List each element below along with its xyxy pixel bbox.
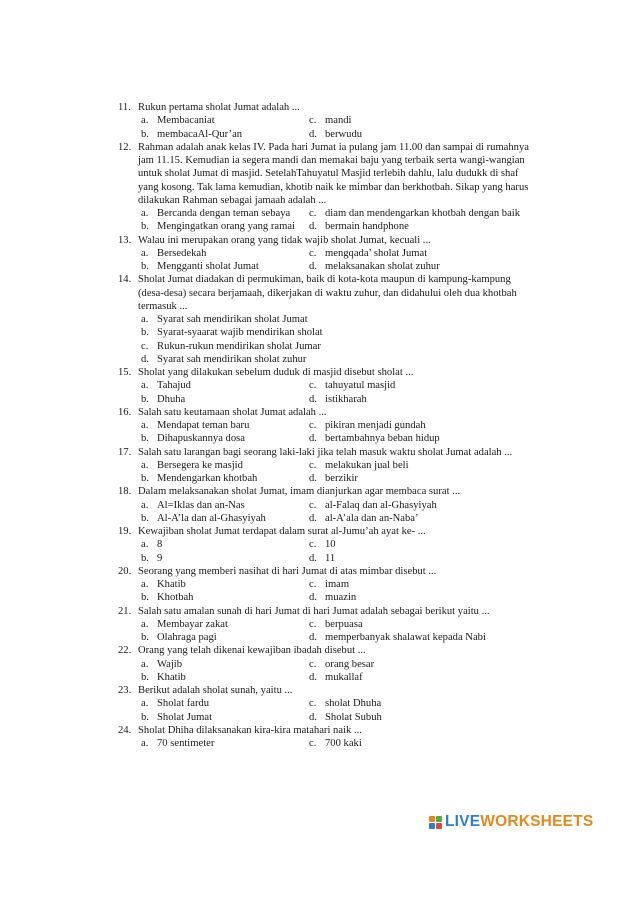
answer-option[interactable] bbox=[309, 393, 367, 406]
option-row bbox=[141, 737, 530, 750]
option-row bbox=[141, 552, 530, 565]
option-text: Tahajud bbox=[157, 380, 191, 392]
answer-option[interactable] bbox=[309, 578, 349, 591]
option-letter: d. bbox=[309, 711, 317, 723]
option-letter: d. bbox=[141, 353, 149, 365]
logo-square bbox=[436, 816, 442, 822]
option-text: 11 bbox=[325, 552, 336, 564]
answer-option[interactable] bbox=[141, 499, 309, 512]
answer-option[interactable] bbox=[141, 578, 309, 591]
option-row bbox=[141, 459, 530, 472]
answer-option[interactable] bbox=[309, 711, 382, 724]
option-text: pikiran menjadi gundah bbox=[325, 420, 426, 431]
answer-option[interactable] bbox=[141, 207, 309, 220]
option-letter: a. bbox=[141, 420, 149, 431]
option-letter: d. bbox=[309, 221, 317, 233]
question-item bbox=[118, 234, 530, 274]
question-item bbox=[118, 446, 530, 486]
option-letter: c. bbox=[309, 539, 317, 551]
question-item bbox=[118, 684, 530, 724]
answer-option[interactable] bbox=[141, 260, 309, 273]
option-letter: a. bbox=[141, 380, 149, 392]
option-letter: b. bbox=[141, 327, 149, 339]
answer-option[interactable] bbox=[141, 379, 309, 392]
question-sheet bbox=[118, 101, 530, 750]
answer-option[interactable] bbox=[309, 631, 486, 644]
logo-square bbox=[429, 816, 435, 822]
answer-option[interactable] bbox=[141, 326, 530, 339]
option-text: bermain handphone bbox=[325, 221, 409, 233]
answer-option[interactable] bbox=[309, 247, 427, 260]
option-letter: a. bbox=[141, 579, 149, 590]
question-number: 11. bbox=[118, 102, 131, 113]
answer-option[interactable] bbox=[309, 220, 409, 233]
answer-option[interactable] bbox=[309, 207, 520, 220]
answer-option[interactable] bbox=[309, 260, 440, 273]
logo-worksheets-text: WORKSHEETS bbox=[480, 813, 594, 830]
option-letter: b. bbox=[141, 711, 149, 723]
option-text: Dhuha bbox=[157, 393, 186, 405]
logo-live-text: LIVE bbox=[445, 813, 481, 830]
answer-option[interactable] bbox=[309, 697, 381, 710]
question-item bbox=[118, 273, 530, 366]
option-letter: a. bbox=[141, 459, 149, 471]
option-letter: b. bbox=[141, 261, 149, 272]
option-text: Syarat sah mendirikan sholat zuhur bbox=[157, 353, 307, 365]
option-row bbox=[141, 671, 530, 684]
option-text: istikharah bbox=[325, 393, 367, 405]
answer-option[interactable] bbox=[309, 658, 374, 671]
answer-option[interactable] bbox=[141, 114, 309, 127]
question-item bbox=[118, 141, 530, 234]
answer-option[interactable] bbox=[141, 711, 309, 724]
question-text: Rahman adalah anak kelas IV. Pada hari Jumat ia pulang jam 11.00 dan sampai di rumahnya jam 11.15. Kemudian ia segera mandi dan memakai baju yang terbaik serta wangi-wangian untuk sholat Jumat di masjid. SetelahTahuyatul Masjid terlebih dahlu, lalu dudukk di shaf yang kosong. Tak lama kemudian, khotib naik ke mimbar dan berkhotbah. Sikap yang harus dilakukan Rahman sebagai jamaah adalah ... bbox=[138, 141, 529, 206]
question-text: Sholat Dhiha dilaksanakan kira-kira matahari naik ... bbox=[138, 724, 362, 736]
answer-option[interactable] bbox=[141, 671, 309, 684]
question-text: Kewajiban sholat Jumat terdapat dalam surat al-Jumu’ah ayat ke- ... bbox=[138, 526, 426, 537]
option-row bbox=[141, 618, 530, 631]
answer-options bbox=[138, 658, 530, 685]
option-letter: b. bbox=[141, 221, 149, 233]
question-number: 13. bbox=[118, 234, 132, 246]
option-text: mukallaf bbox=[325, 671, 363, 683]
option-letter: d. bbox=[309, 552, 317, 564]
option-letter: b. bbox=[141, 433, 149, 445]
option-letter: d. bbox=[309, 393, 317, 405]
option-letter: c. bbox=[309, 420, 317, 431]
answer-option[interactable] bbox=[141, 220, 309, 233]
answer-option[interactable] bbox=[309, 538, 336, 551]
question-text: Salah satu keutamaan sholat Jumat adalah ... bbox=[138, 406, 327, 418]
option-letter: a. bbox=[141, 208, 149, 219]
answer-option[interactable] bbox=[141, 512, 309, 525]
answer-option[interactable] bbox=[309, 737, 362, 750]
answer-option[interactable] bbox=[309, 671, 363, 684]
liveworksheets-grid-icon bbox=[429, 816, 442, 829]
answer-option[interactable] bbox=[141, 472, 309, 485]
question-text: Salah satu amalan sunah di hari Jumat di hari Jumat adalah sebagai berikut yaitu ... bbox=[138, 605, 490, 617]
option-row bbox=[141, 207, 530, 220]
option-row bbox=[141, 538, 530, 551]
question-number: 19. bbox=[118, 526, 132, 537]
option-row bbox=[141, 472, 530, 485]
option-row bbox=[141, 379, 530, 392]
option-letter: c. bbox=[309, 208, 317, 219]
question-number: 17. bbox=[118, 446, 132, 458]
answer-options bbox=[138, 419, 530, 446]
option-letter: c. bbox=[309, 247, 317, 259]
option-row bbox=[141, 393, 530, 406]
option-row bbox=[141, 631, 530, 644]
option-letter: c. bbox=[141, 340, 149, 352]
option-letter: a. bbox=[141, 618, 149, 630]
question-number: 24. bbox=[118, 724, 132, 736]
question-text: Berikut adalah sholat sunah, yaitu ... bbox=[138, 685, 293, 696]
option-row bbox=[141, 512, 530, 525]
question-text: Walau ini merupakan orang yang tidak wajib sholat Jumat, kecuali ... bbox=[138, 234, 431, 246]
option-text: berzikir bbox=[325, 473, 358, 484]
question-number: 15. bbox=[118, 367, 132, 378]
option-text: 9 bbox=[157, 552, 163, 564]
option-text: diam dan mendengarkan khotbah dengan baik bbox=[325, 208, 521, 219]
answer-option[interactable] bbox=[309, 552, 335, 565]
option-text: Membayar zakat bbox=[157, 618, 228, 630]
option-letter: d. bbox=[309, 473, 317, 484]
option-letter: b. bbox=[141, 473, 149, 484]
option-letter: b. bbox=[141, 128, 149, 140]
answer-option[interactable] bbox=[141, 313, 530, 326]
option-text: Syarat sah mendirikan sholat Jumat bbox=[157, 314, 308, 325]
option-letter: a. bbox=[141, 247, 149, 259]
logo-square bbox=[436, 823, 442, 829]
question-number: 21. bbox=[118, 605, 132, 617]
option-row bbox=[141, 578, 530, 591]
option-text: Sholat Subuh bbox=[325, 711, 382, 723]
option-letter: d. bbox=[309, 592, 317, 604]
option-text: Bersegera ke masjid bbox=[157, 459, 243, 471]
answer-option[interactable] bbox=[141, 658, 309, 671]
option-text: Mendapat teman baru bbox=[157, 420, 250, 431]
answer-option[interactable] bbox=[141, 591, 309, 604]
question-text: Seorang yang memberi nasihat di hari Jumat di atas mimbar disebut ... bbox=[138, 565, 437, 577]
question-text: Salah satu larangan bagi seorang laki-laki jika telah masuk waktu sholat Jumat adalah ... bbox=[138, 446, 513, 458]
option-text: Dihapuskannya dosa bbox=[157, 433, 245, 445]
answer-option[interactable] bbox=[141, 618, 309, 631]
answer-option[interactable] bbox=[141, 353, 530, 366]
question-item bbox=[118, 565, 530, 605]
option-row bbox=[141, 128, 530, 141]
question-number: 23. bbox=[118, 685, 132, 696]
option-letter: c. bbox=[309, 115, 317, 127]
answer-option[interactable] bbox=[141, 247, 309, 260]
option-text: sholat Dhuha bbox=[325, 698, 382, 710]
option-letter: d. bbox=[309, 671, 317, 683]
option-text: Mengganti sholat Jumat bbox=[157, 261, 259, 272]
option-letter: b. bbox=[141, 632, 149, 643]
option-text: 70 sentimeter bbox=[157, 738, 215, 749]
answer-option[interactable] bbox=[309, 419, 426, 432]
option-letter: c. bbox=[309, 499, 317, 511]
option-text: Olahraga pagi bbox=[157, 632, 217, 643]
question-item bbox=[118, 366, 530, 406]
option-text: mengqada’ sholat Jumat bbox=[325, 247, 428, 259]
answer-option[interactable] bbox=[309, 432, 440, 445]
question-item bbox=[118, 525, 530, 565]
option-letter: a. bbox=[141, 115, 149, 127]
question-number: 12. bbox=[118, 141, 132, 153]
question-number: 16. bbox=[118, 406, 132, 418]
option-letter: b. bbox=[141, 512, 149, 524]
option-letter: a. bbox=[141, 698, 149, 710]
option-text: Sholat fardu bbox=[157, 698, 210, 710]
option-letter: c. bbox=[309, 618, 317, 630]
option-text: al-A’ala dan an-Naba’ bbox=[325, 512, 419, 524]
option-text: tahuyatul masjid bbox=[325, 380, 396, 392]
answer-option[interactable] bbox=[141, 459, 309, 472]
option-letter: a. bbox=[141, 658, 149, 670]
option-text: 700 kaki bbox=[325, 738, 362, 749]
option-letter: b. bbox=[141, 393, 149, 405]
answer-option[interactable] bbox=[309, 472, 358, 485]
question-item bbox=[118, 724, 530, 751]
answer-option[interactable] bbox=[309, 128, 362, 141]
question-number: 20. bbox=[118, 565, 132, 577]
option-row bbox=[141, 247, 530, 260]
option-text: Membacaniat bbox=[157, 115, 215, 127]
option-letter: d. bbox=[309, 632, 317, 643]
option-letter: b. bbox=[141, 671, 149, 683]
option-text: berwudu bbox=[325, 128, 363, 140]
option-letter: d. bbox=[309, 433, 317, 445]
option-letter: a. bbox=[141, 738, 149, 749]
question-number: 18. bbox=[118, 486, 132, 498]
option-text: 10 bbox=[325, 539, 336, 551]
option-text: al-Falaq dan al-Ghasyiyah bbox=[325, 499, 437, 511]
answer-option[interactable] bbox=[141, 393, 309, 406]
option-letter: c. bbox=[309, 579, 317, 590]
option-row bbox=[141, 220, 530, 233]
question-text: Sholat yang dilakukan sebelum duduk di masjid disebut sholat ... bbox=[138, 367, 414, 378]
option-row bbox=[141, 432, 530, 445]
option-text: Syarat-syaarat wajib mendirikan sholat bbox=[157, 327, 323, 339]
option-text: melakukan jual beli bbox=[325, 459, 409, 471]
logo-square bbox=[429, 823, 435, 829]
option-letter: d. bbox=[309, 512, 317, 524]
option-letter: a. bbox=[141, 499, 149, 511]
option-text: berpuasa bbox=[325, 618, 363, 630]
answer-options bbox=[138, 737, 530, 750]
option-text: Khatib bbox=[157, 579, 186, 590]
answer-option[interactable] bbox=[141, 419, 309, 432]
question-text: Sholat Jumat diadakan di permukiman, baik di kota-kota maupun di kampung-kampung (desa-desa) secara berjamaah, dikerjakan di waktu zuhur, dan didahului oleh dua khotbah termasuk ... bbox=[138, 274, 517, 312]
option-text: Khotbah bbox=[157, 592, 194, 604]
answer-option[interactable] bbox=[141, 631, 309, 644]
option-text: Rukun-rukun mendirikan sholat Jumar bbox=[157, 340, 321, 352]
liveworksheets-logo[interactable] bbox=[429, 813, 593, 831]
option-letter: a. bbox=[141, 539, 149, 551]
answer-options bbox=[138, 538, 530, 565]
answer-option[interactable] bbox=[141, 552, 309, 565]
option-row bbox=[141, 591, 530, 604]
answer-options bbox=[138, 499, 530, 526]
question-item bbox=[118, 406, 530, 446]
option-letter: d. bbox=[309, 261, 317, 272]
option-text: membacaAl-Qur’an bbox=[157, 128, 243, 140]
answer-options bbox=[138, 618, 530, 645]
option-letter: c. bbox=[309, 380, 317, 392]
option-letter: c. bbox=[309, 738, 317, 749]
answer-option[interactable] bbox=[141, 538, 309, 551]
option-text: muazin bbox=[325, 592, 357, 604]
answer-option[interactable] bbox=[141, 432, 309, 445]
answer-options bbox=[138, 207, 530, 234]
option-text: 8 bbox=[157, 539, 163, 551]
option-text: Al=Iklas dan an-Nas bbox=[157, 499, 245, 511]
option-row bbox=[141, 697, 530, 710]
answer-options bbox=[138, 459, 530, 486]
option-text: Wajib bbox=[157, 658, 183, 670]
answer-options bbox=[138, 114, 530, 141]
option-row bbox=[141, 419, 530, 432]
option-letter: d. bbox=[309, 128, 317, 140]
option-letter: c. bbox=[309, 658, 317, 670]
answer-option[interactable] bbox=[309, 512, 419, 525]
question-item bbox=[118, 644, 530, 684]
question-number: 22. bbox=[118, 645, 132, 657]
option-text: Bersedekah bbox=[157, 247, 207, 259]
option-text: memperbanyak shalawat kepada Nabi bbox=[325, 632, 486, 643]
answer-option[interactable] bbox=[309, 591, 356, 604]
option-text: melaksanakan sholat zuhur bbox=[325, 261, 440, 272]
answer-option[interactable] bbox=[309, 618, 363, 631]
option-row bbox=[141, 499, 530, 512]
answer-options bbox=[138, 313, 530, 366]
answer-option[interactable] bbox=[141, 340, 530, 353]
answer-option[interactable] bbox=[309, 379, 395, 392]
option-text: Mendengarkan khotbah bbox=[157, 473, 258, 484]
question-text: Rukun pertama sholat Jumat adalah ... bbox=[138, 102, 300, 113]
option-letter: b. bbox=[141, 552, 149, 564]
option-row bbox=[141, 114, 530, 127]
question-item bbox=[118, 101, 530, 141]
option-text: Bercanda dengan teman sebaya bbox=[157, 208, 291, 219]
option-text: Al-A’la dan al-Ghasyiyah bbox=[157, 512, 266, 524]
option-letter: c. bbox=[309, 698, 317, 710]
answer-option[interactable] bbox=[141, 697, 309, 710]
option-letter: c. bbox=[309, 459, 317, 471]
answer-options bbox=[138, 379, 530, 406]
option-letter: a. bbox=[141, 314, 149, 325]
answer-options bbox=[138, 247, 530, 274]
question-number: 14. bbox=[118, 274, 132, 286]
option-text: Khatib bbox=[157, 671, 186, 683]
answer-options bbox=[138, 578, 530, 605]
answer-option[interactable] bbox=[141, 128, 309, 141]
question-item bbox=[118, 605, 530, 645]
answer-option[interactable] bbox=[309, 459, 409, 472]
option-text: Mengingatkan orang yang ramai bbox=[157, 221, 295, 233]
option-text: orang besar bbox=[325, 658, 375, 670]
option-text: Sholat Jumat bbox=[157, 711, 213, 723]
option-text: imam bbox=[325, 579, 350, 590]
answer-option[interactable] bbox=[141, 737, 309, 750]
question-text: Orang yang telah dikenai kewajiban ibadah disebut ... bbox=[138, 645, 366, 657]
question-text: Dalam melaksanakan sholat Jumat, imam dianjurkan agar membaca surat ... bbox=[138, 486, 461, 498]
question-item bbox=[118, 485, 530, 525]
option-row bbox=[141, 711, 530, 724]
option-row bbox=[141, 260, 530, 273]
option-text: bertambahnya beban hidup bbox=[325, 433, 440, 445]
answer-option[interactable] bbox=[309, 114, 351, 127]
answer-options bbox=[138, 697, 530, 724]
option-row bbox=[141, 658, 530, 671]
option-letter: b. bbox=[141, 592, 149, 604]
answer-option[interactable] bbox=[309, 499, 437, 512]
option-text: mandi bbox=[325, 115, 352, 127]
